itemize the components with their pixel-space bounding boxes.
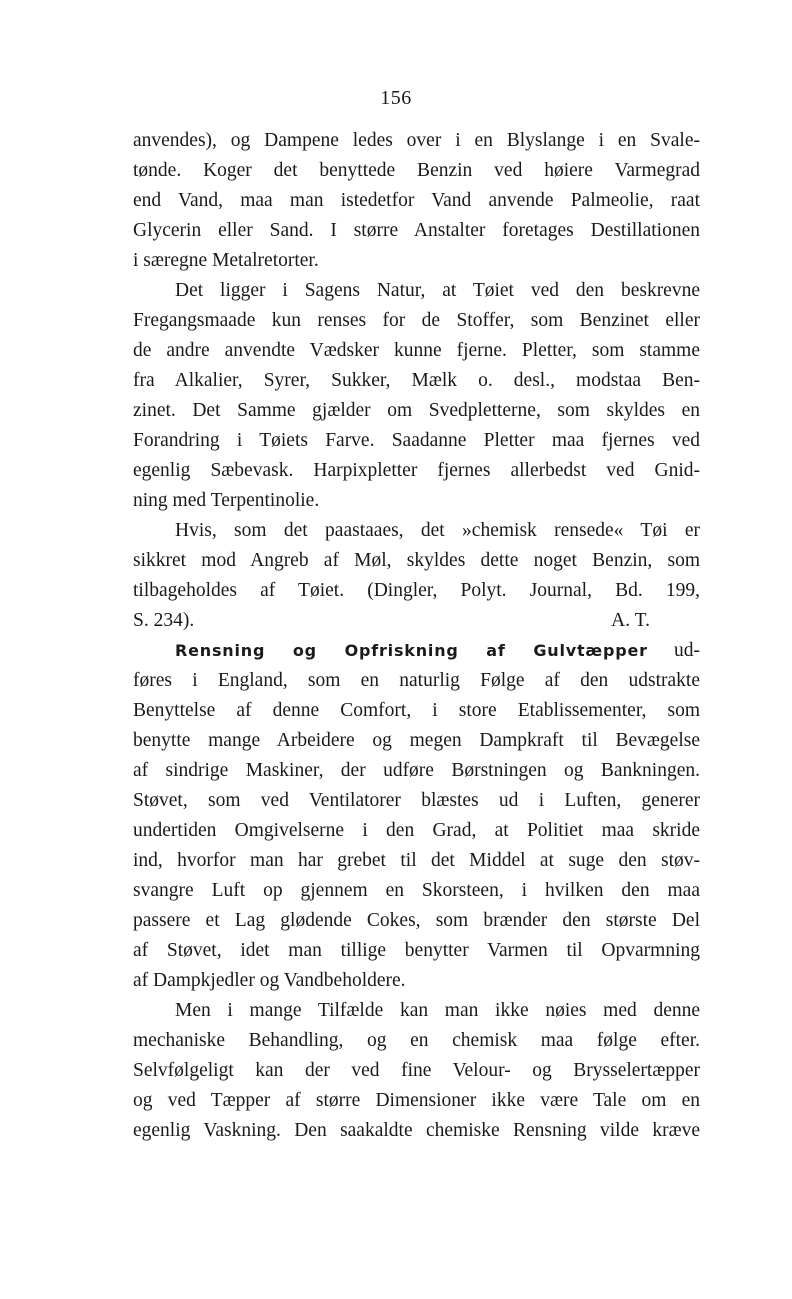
text-line: Støvet, som ved Ventilatorer blæstes ud i Luften, generer [133, 790, 700, 811]
text-line: Selvfølgeligt kan der ved fine Velour- og Brysselertæpper [133, 1060, 700, 1081]
text-line: Men i mange Tilfælde kan man ikke nøies med denne [175, 1000, 700, 1021]
text-line: end Vand, maa man istedetfor Vand anvende Palmeolie, raat [133, 190, 700, 211]
text-line: mechaniske Behandling, og en chemisk maa følge efter. [133, 1030, 700, 1051]
text-line: og ved Tæpper af større Dimensioner ikke være Tale om en [133, 1090, 700, 1111]
text-line: Benyttelse af denne Comfort, i store Etablissementer, som [133, 700, 700, 721]
text-line: Det ligger i Sagens Natur, at Tøiet ved den beskrevne [175, 280, 700, 301]
text-line: sikkret mod Angreb af Møl, skyldes dette noget Benzin, som [133, 550, 700, 571]
text-line: i særegne Metalretorter. [133, 250, 319, 271]
text-line: egenlig Vaskning. Den saakaldte chemiske Rensning vilde kræve [133, 1120, 700, 1141]
text-line: fra Alkalier, Syrer, Sukker, Mælk o. desl., modstaa Ben- [133, 370, 700, 391]
text-line: føres i England, som en naturlig Følge af den udstrakte [133, 670, 700, 691]
paragraph-4 [133, 636, 700, 996]
heading-line-rest: ud- [674, 640, 700, 661]
text-line: benytte mange Arbeidere og megen Dampkraft til Bevægelse [133, 730, 700, 751]
text-line: af Dampkjedler og Vandbeholdere. [133, 970, 406, 991]
text-line: zinet. Det Samme gjælder om Svedpletterne, som skyldes en [133, 400, 700, 421]
text-line: af sindrige Maskiner, der udføre Børstningen og Bankningen. [133, 760, 700, 781]
paragraph-5 [133, 996, 700, 1146]
text-line-with-attribution [133, 606, 700, 636]
text-line: Fregangsmaade kun renses for de Stoffer, som Benzinet eller [133, 310, 700, 331]
text-line: Hvis, som det paastaaes, det »chemisk rensede« Tøi er [175, 520, 700, 541]
text-line: de andre anvendte Vædsker kunne fjerne. Pletter, som stamme [133, 340, 700, 361]
text-line: passere et Lag glødende Cokes, som brænder den største Del [133, 910, 700, 931]
paragraph-3 [133, 516, 700, 636]
paragraph-1 [133, 126, 700, 276]
section-heading: Rensning og Opfriskning af Gulvtæpper [175, 641, 648, 660]
author-initials: A. T. [611, 610, 650, 631]
text-line: Forandring i Tøiets Farve. Saadanne Pletter maa fjernes ved [133, 430, 700, 451]
text-line: tønde. Koger det benyttede Benzin ved høiere Varmegrad [133, 160, 700, 181]
heading-line [133, 636, 700, 666]
text-line: ning med Terpentinolie. [133, 490, 320, 511]
text-line: af Støvet, idet man tillige benytter Varmen til Opvarmning [133, 940, 700, 961]
text-line: S. 234). [133, 610, 195, 631]
text-line: egenlig Sæbevask. Harpixpletter fjernes allerbedst ved Gnid- [133, 460, 700, 481]
body-text [133, 126, 700, 1146]
text-line: tilbageholdes af Tøiet. (Dingler, Polyt. Journal, Bd. 199, [133, 580, 700, 601]
text-line: Glycerin eller Sand. I større Anstalter foretages Destillationen [133, 220, 700, 241]
paragraph-2 [133, 276, 700, 516]
text-line: undertiden Omgivelserne i den Grad, at Politiet maa skride [133, 820, 700, 841]
text-line: svangre Luft op gjennem en Skorsteen, i hvilken den maa [133, 880, 700, 901]
text-line: anvendes), og Dampene ledes over i en Blyslange i en Svale- [133, 130, 700, 151]
text-line: ind, hvorfor man har grebet til det Middel at suge den støv- [133, 850, 700, 871]
page-number: 156 [380, 87, 412, 109]
